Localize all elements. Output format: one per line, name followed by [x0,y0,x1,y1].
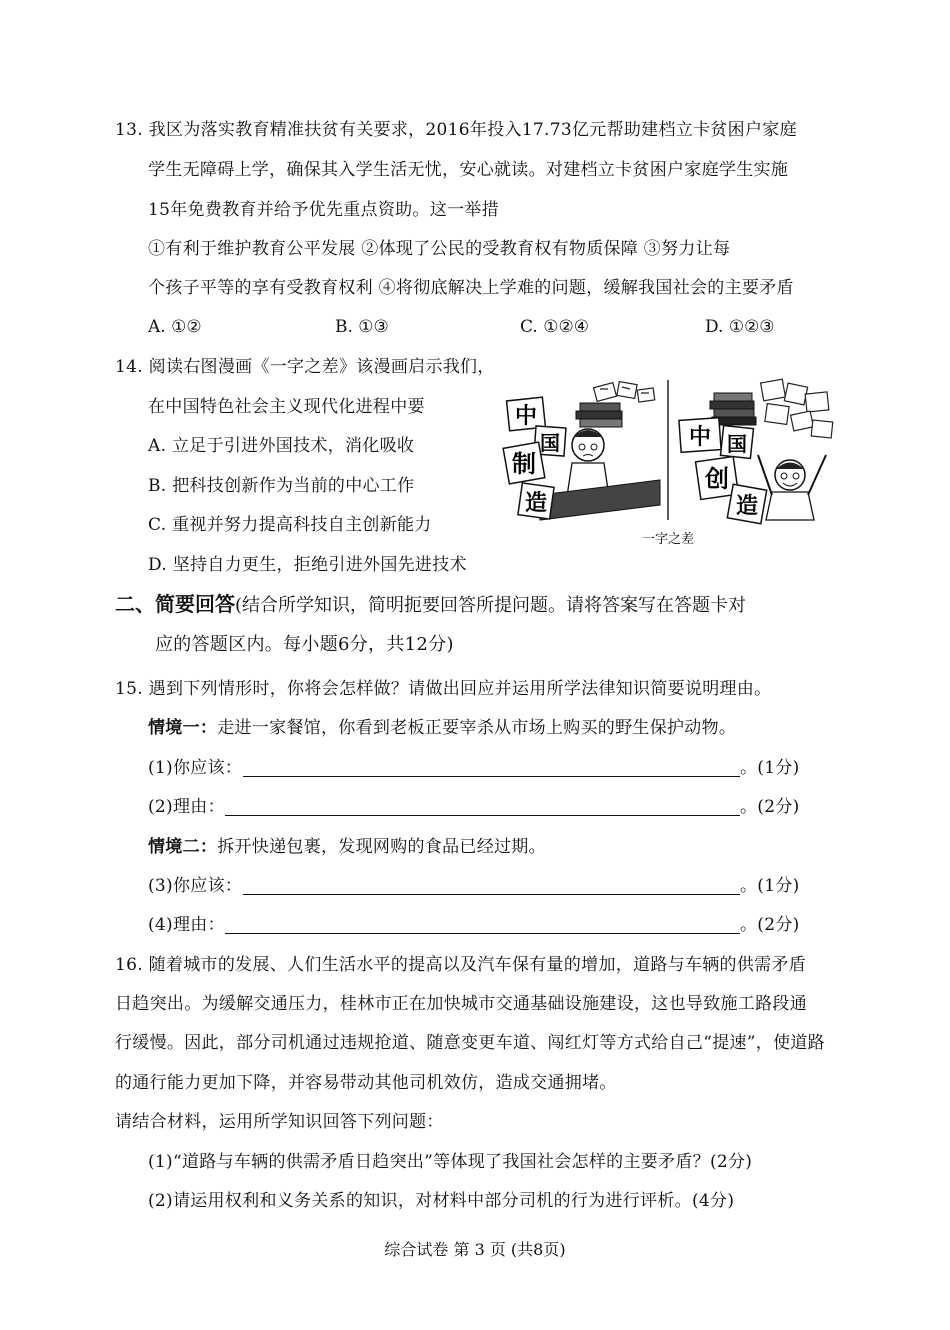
q13-line2: 学生无障碍上学，确保其入学生活无忧，安心就读。对建档立卡贫困户家庭学生实施 [148,160,789,180]
q14-option-a: A. 立足于引进外国技术，消化吸收 [148,436,415,456]
q14-option-c: C. 重视并努力提高科技自主创新能力 [148,515,432,535]
q13-line1: 13. 我区为落实教育精准扶贫有关要求，2016年投入17.73亿元帮助建档立卡贫困户家庭 [115,120,797,140]
q15-sub3-answer-line[interactable] [243,894,740,895]
q13-line5: 个孩子平等的享有受教育权利 ④将彻底解决上学难的问题，缓解我国社会的主要矛盾 [148,278,794,298]
right-panel [679,379,833,523]
q15-scenario1-label: 情境一： [148,718,218,738]
q15-scenario2 [148,835,546,859]
q15-scenario1-text: 走进一家餐馆，你看到老板正要宰杀从市场上购买的野生保护动物。 [217,718,737,738]
left-char-2: 国 [540,431,560,455]
right-char-1: 中 [688,425,712,450]
q13-option-c: C. ①②④ [520,317,589,337]
q13-option-d: D. ①②③ [705,317,775,337]
left-char-1: 中 [514,404,538,429]
q16-sub1: (1)“道路与车辆的供需矛盾日趋突出”等体现了我国社会怎样的主要矛盾？(2分) [148,1152,753,1172]
q15-sub1-answer-line[interactable] [243,776,740,777]
left-char-4: 造 [524,491,548,516]
q14-option-b: B. 把科技创新作为当前的中心工作 [148,476,415,496]
q15-scenario1 [148,716,736,740]
q16-line2: 日趋突出。为缓解交通压力，桂林市正在加快城市交通基础设施建设，这也导致施工路段通 [115,994,807,1014]
right-char-2: 国 [727,432,747,456]
q14-line2: 在中国特色社会主义现代化进程中要 [148,397,425,417]
q16-line4: 的通行能力更加下降，并容易带动其他司机效仿，造成交通拥堵。 [115,1073,617,1093]
q15-sub1-label: (1)你应该： [148,758,243,778]
q15-scenario2-label: 情境二： [148,837,218,857]
section2-desc2: 应的答题区内。每小题6分，共12分) [155,634,454,655]
q13-line3: 15年免费教育并给予优先重点资助。这一举措 [148,200,499,220]
right-char-4: 造 [735,494,759,519]
q15-sub3-label: (3)你应该： [148,876,243,896]
q14-option-d: D. 坚持自力更生，拒绝引进外国先进技术 [148,555,467,575]
q15-line1: 15. 遇到下列情形时，你将会怎样做？请做出回应并运用所学法律知识简要说明理由。 [115,679,772,699]
q15-sub4-score: 。(2分) [740,915,800,935]
q15-sub2-score: 。(2分) [740,797,800,817]
q15-sub3-score: 。(1分) [740,876,800,896]
q16-line3: 行缓慢。因此，部分司机通过违规抢道、随意变更车道、闯红灯等方式给自己“提速”，使道路 [115,1033,825,1053]
page-footer: 综合试卷 第 3 页 (共8页) [384,1240,566,1259]
left-char-3: 制 [512,450,536,478]
cartoon-caption: 一字之差 [641,532,695,547]
section2-title: 二、简要回答 [115,592,235,616]
q13-line4: ①有利于维护教育公平发展 ②体现了公民的受教育权有物质保障 ③努力让每 [148,239,731,259]
q15-sub1-score: 。(1分) [740,758,800,778]
section2-desc1: (结合所学知识，简明扼要回答所提问题。请将答案写在答题卡对 [235,595,747,616]
q15-sub2-answer-line[interactable] [225,815,740,816]
q15-sub4-label: (4)理由： [148,915,225,935]
left-panel [503,382,660,520]
section2-title-line [115,590,746,620]
q14-line1: 14. 阅读右图漫画《一字之差》该漫画启示我们， [115,357,495,377]
q15-sub4-answer-line[interactable] [225,933,740,934]
q16-sub2: (2)请运用权利和义务关系的知识，对材料中部分司机的行为进行评析。(4分) [148,1191,735,1211]
right-char-3: 创 [705,465,729,493]
q15-scenario2-text: 拆开快递包裹，发现网购的食品已经过期。 [217,837,546,857]
cartoon-one-word-difference [500,375,840,550]
q16-line5: 请结合材料，运用所学知识回答下列问题： [115,1112,444,1132]
q13-option-b: B. ①③ [335,317,389,337]
q13-option-a: A. ①② [148,317,202,337]
q15-sub2-label: (2)理由： [148,797,225,817]
q16-line1: 16. 随着城市的发展、人们生活水平的提高以及汽车保有量的增加，道路与车辆的供需矛盾 [115,955,807,975]
